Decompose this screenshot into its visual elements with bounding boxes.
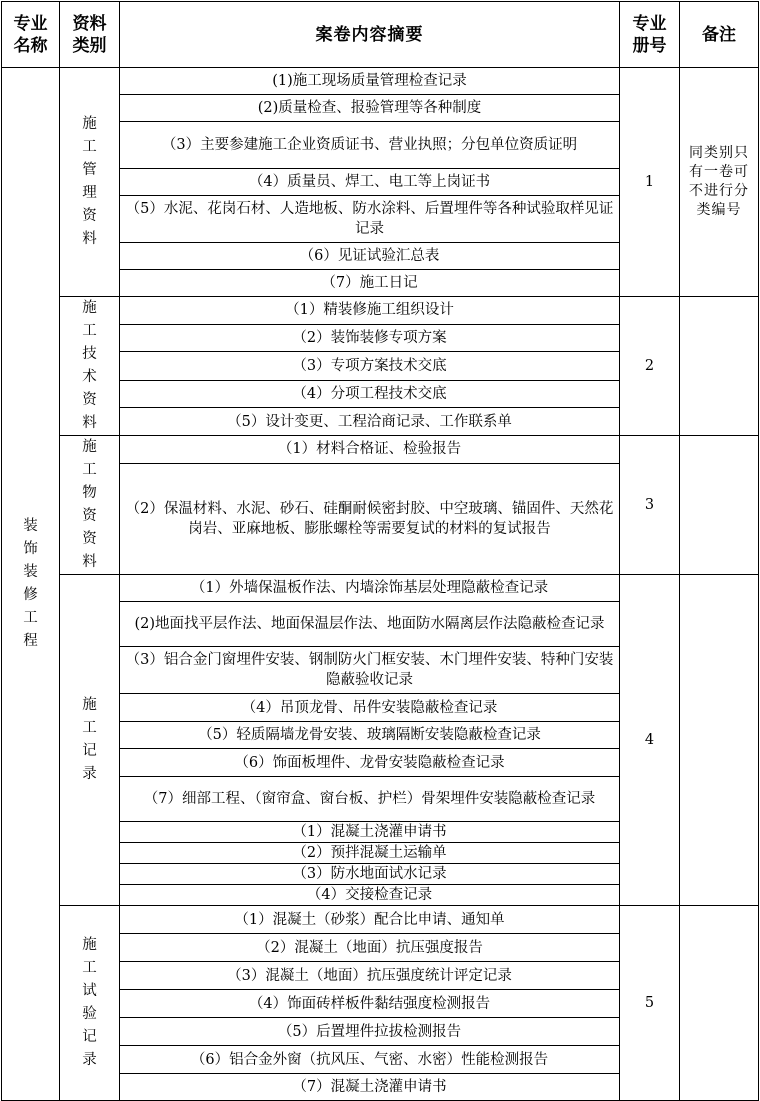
category-cell: 施 工 物 资 资 料 — [60, 436, 120, 575]
table-row — [2, 906, 759, 934]
remarks-cell — [680, 436, 759, 575]
volume-number: 3 — [620, 436, 680, 575]
summary-item: （1）混凝土浇灌申请书 — [120, 822, 620, 843]
summary-item: （6）铝合金外窗（抗风压、气密、水密）性能检测报告 — [120, 1046, 620, 1074]
archive-table — [1, 1, 759, 1101]
volume-number: 1 — [620, 68, 680, 297]
summary-item: （5）水泥、花岗石材、人造地板、防水涂料、后置埋件等各种试验取样见证记录 — [120, 196, 620, 243]
summary-item: （3）混凝土（地面）抗压强度统计评定记录 — [120, 962, 620, 990]
header-category: 资料 类别 — [60, 2, 120, 68]
table-row — [2, 575, 759, 602]
summary-item: （4）分项工程技术交底 — [120, 380, 620, 408]
category-cell: 施 工 试 验 记 录 — [60, 906, 120, 1101]
summary-item: （2）预拌混凝土运输单 — [120, 843, 620, 864]
remarks-cell: 同类别只 有一卷可 不进行分 类编号 — [680, 68, 759, 297]
header-remarks: 备注 — [680, 2, 759, 68]
summary-item: （4）质量员、焊工、电工等上岗证书 — [120, 169, 620, 196]
summary-item: (2)地面找平层作法、地面保温层作法、地面防水隔离层作法隐蔽检查记录 — [120, 602, 620, 647]
summary-item: （7）细部工程、（窗帘盒、窗台板、护栏）骨架埋件安装隐蔽检查记录 — [120, 777, 620, 822]
summary-item: （1）材料合格证、检验报告 — [120, 436, 620, 464]
summary-item: （1）外墙保温板作法、内墙涂饰基层处理隐蔽检查记录 — [120, 575, 620, 602]
remarks-cell — [680, 575, 759, 906]
header-specialty-name: 专业 名称 — [2, 2, 60, 68]
summary-item: （2）混凝土（地面）抗压强度报告 — [120, 934, 620, 962]
summary-item: （3）防水地面试水记录 — [120, 864, 620, 885]
summary-item: (1)施工现场质量管理检查记录 — [120, 68, 620, 95]
summary-item: （4）吊顶龙骨、吊件安装隐蔽检查记录 — [120, 694, 620, 722]
summary-item: （7）施工日记 — [120, 270, 620, 297]
header-volume-no: 专业 册号 — [620, 2, 680, 68]
summary-item: （3）铝合金门窗埋件安装、钢制防火门框安装、木门埋件安装、特种门安装隐蔽验收记录 — [120, 647, 620, 694]
summary-item: (2)质量检查、报验管理等各种制度 — [120, 95, 620, 122]
summary-item: （2）保温材料、水泥、砂石、硅酮耐候密封胶、中空玻璃、锚固件、天然花岗岩、亚麻地板、膨胀螺栓等需要复试的材料的复试报告 — [120, 463, 620, 574]
category-cell: 施 工 记 录 — [60, 575, 120, 906]
archive-table-body — [2, 2, 759, 1101]
header-row — [2, 2, 759, 68]
header-summary: 案卷内容摘要 — [120, 2, 620, 68]
volume-number: 2 — [620, 297, 680, 436]
summary-item: （4）饰面砖样板件黏结强度检测报告 — [120, 990, 620, 1018]
volume-number: 4 — [620, 575, 680, 906]
summary-item: （2）装饰装修专项方案 — [120, 324, 620, 352]
category-cell: 施 工 管 理 资 料 — [60, 68, 120, 297]
summary-item: （3）专项方案技术交底 — [120, 352, 620, 381]
category-cell: 施 工 技 术 资 料 — [60, 297, 120, 436]
summary-item: （5）后置埋件拉拔检测报告 — [120, 1018, 620, 1046]
remarks-cell — [680, 906, 759, 1101]
specialty-cell: 装 饰 装 修 工 程 — [2, 68, 60, 1101]
summary-item: （4）交接检查记录 — [120, 885, 620, 906]
table-row — [2, 436, 759, 464]
remarks-cell — [680, 297, 759, 436]
summary-item: （6）见证试验汇总表 — [120, 243, 620, 270]
summary-item: （5）设计变更、工程洽商记录、工作联系单 — [120, 408, 620, 436]
summary-item: （1）混凝土（砂浆）配合比申请、通知单 — [120, 906, 620, 934]
summary-item: （6）饰面板埋件、龙骨安装隐蔽检查记录 — [120, 749, 620, 777]
summary-item: （5）轻质隔墙龙骨安装、玻璃隔断安装隐蔽检查记录 — [120, 722, 620, 749]
summary-item: （1）精装修施工组织设计 — [120, 297, 620, 325]
summary-item: （7）混凝土浇灌申请书 — [120, 1074, 620, 1101]
volume-number: 5 — [620, 906, 680, 1101]
table-row — [2, 68, 759, 95]
summary-item: （3）主要参建施工企业资质证书、营业执照；分包单位资质证明 — [120, 122, 620, 169]
table-row — [2, 297, 759, 325]
